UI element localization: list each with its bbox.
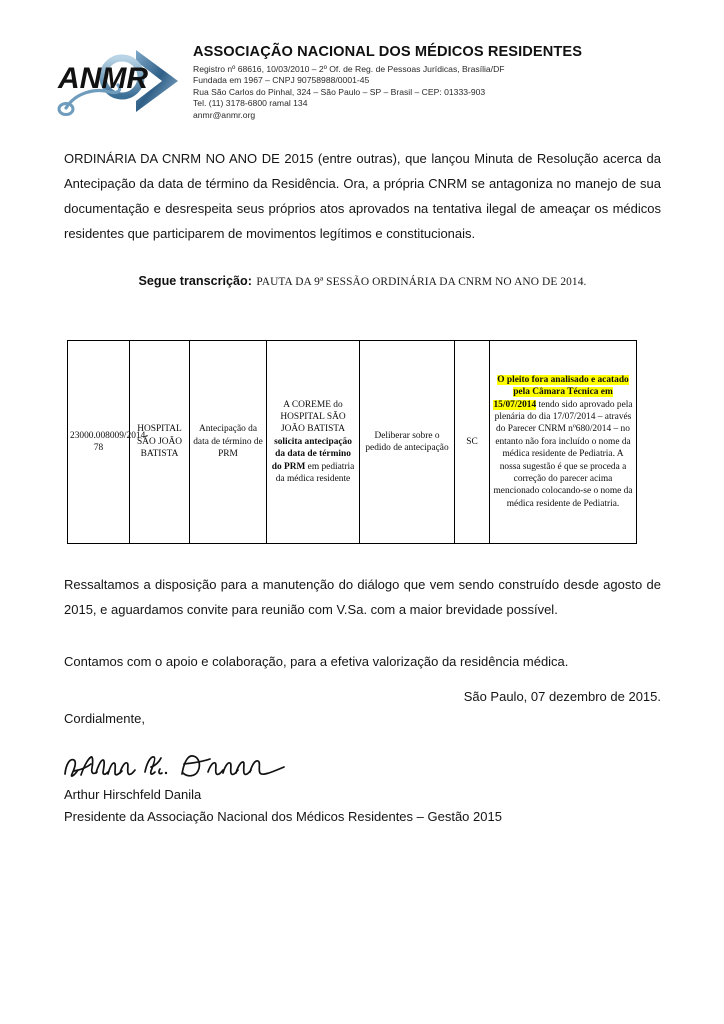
closing-salutation: Cordialmente,	[64, 711, 145, 726]
anmr-logo	[52, 44, 202, 120]
agenda-table	[67, 340, 637, 544]
request-text-part2: em pediatria da médica residente	[275, 461, 355, 485]
transcription-heading	[64, 272, 661, 290]
signatory-role: Presidente da Associação Nacional dos Médicos Residentes – Gestão 2015	[64, 809, 502, 824]
agenda-table-wrapper	[67, 340, 633, 544]
cell-subject: Antecipação da data de término de PRM	[190, 341, 267, 544]
outcome-highlighted-text: O pleito fora analisado e acatado pela Câmara Técnica em 15/07/2014	[493, 374, 629, 410]
org-address-line: Rua São Carlos do Pinhal, 324 – São Paulo – SP – Brasil – CEP: 01333-903	[193, 86, 486, 97]
intro-paragraph: ORDINÁRIA DA CNRM NO ANO DE 2015 (entre outras), que lançou Minuta de Resolução acerca da Antecipação da data de término da Residência. Ora, a própria CNRM se antagoniza no manejo de sua documentação e desrespeita seus próprios atos aprovados na tentativa ilegal de ameaçar os médicos residentes que participarem de movimentos legítimos e constitucionais.	[64, 151, 661, 241]
signatory-name: Arthur Hirschfeld Danila	[64, 787, 202, 802]
outcome-remaining-text: tendo sido aprovado pela plenária do dia 17/07/2014 – através do Parecer CNRM nº680/2014 – no entanto não fora incluído o nome da médica residente de Pediatria. A nossa sugestão é que se proceda a correção do parecer acima mencionado colocando-se o nome da médica residente de Pediatria.	[493, 399, 633, 509]
request-text-bold: solicita antecipação da data de término do PRM	[271, 436, 352, 472]
signature-block	[64, 748, 584, 828]
date-line: São Paulo, 07 dezembro de 2015.	[463, 689, 661, 704]
organization-title: ASSOCIAÇÃO NACIONAL DOS MÉDICOS RESIDENTES	[193, 44, 583, 60]
cell-process-number: 23000.008009/2014-78	[68, 341, 130, 544]
anmr-wordmark: ANMR	[58, 62, 148, 95]
cell-action: Deliberar sobre o pedido de antecipação	[360, 341, 455, 544]
letterhead	[0, 0, 724, 136]
cell-outcome	[490, 341, 637, 544]
transcription-label: Segue transcrição:	[138, 274, 252, 288]
request-text-part1: A COREME do HOSPITAL SÃO JOÃO BATISTA	[280, 399, 346, 435]
org-registration-line: Registro nº 68616, 10/03/2010 – 2º Of. de Reg. de Pessoas Jurídicas, Brasília/DF	[193, 64, 505, 74]
cell-code: SC	[455, 341, 490, 544]
anmr-logo-icon	[52, 44, 202, 120]
org-founding-line: Fundada em 1967 – CNPJ 90758988/0001-45	[193, 75, 370, 86]
handwritten-signature-icon	[60, 748, 310, 782]
table-row	[68, 341, 637, 544]
cell-institution: HOSPITAL SÃO JOÃO BATISTA	[130, 341, 190, 544]
closing-paragraph-1: Ressaltamos a disposição para a manutenção do diálogo que vem sendo construído desde agosto de 2015, e aguardamos convite para reunião com V.Sa. com a maior brevidade possível.	[64, 577, 661, 617]
closing-paragraph-2: Contamos com o apoio e colaboração, para a efetiva valorização da residência médica.	[64, 654, 569, 669]
cell-request	[267, 341, 360, 544]
org-phone-line: Tel. (11) 3178-6800 ramal 134	[193, 98, 308, 109]
organization-info	[193, 44, 663, 121]
transcription-subject: PAUTA DA 9ª SESSÃO ORDINÁRIA DA CNRM NO ANO DE 2014.	[256, 276, 587, 288]
org-email-line: anmr@anmr.org	[193, 109, 256, 120]
